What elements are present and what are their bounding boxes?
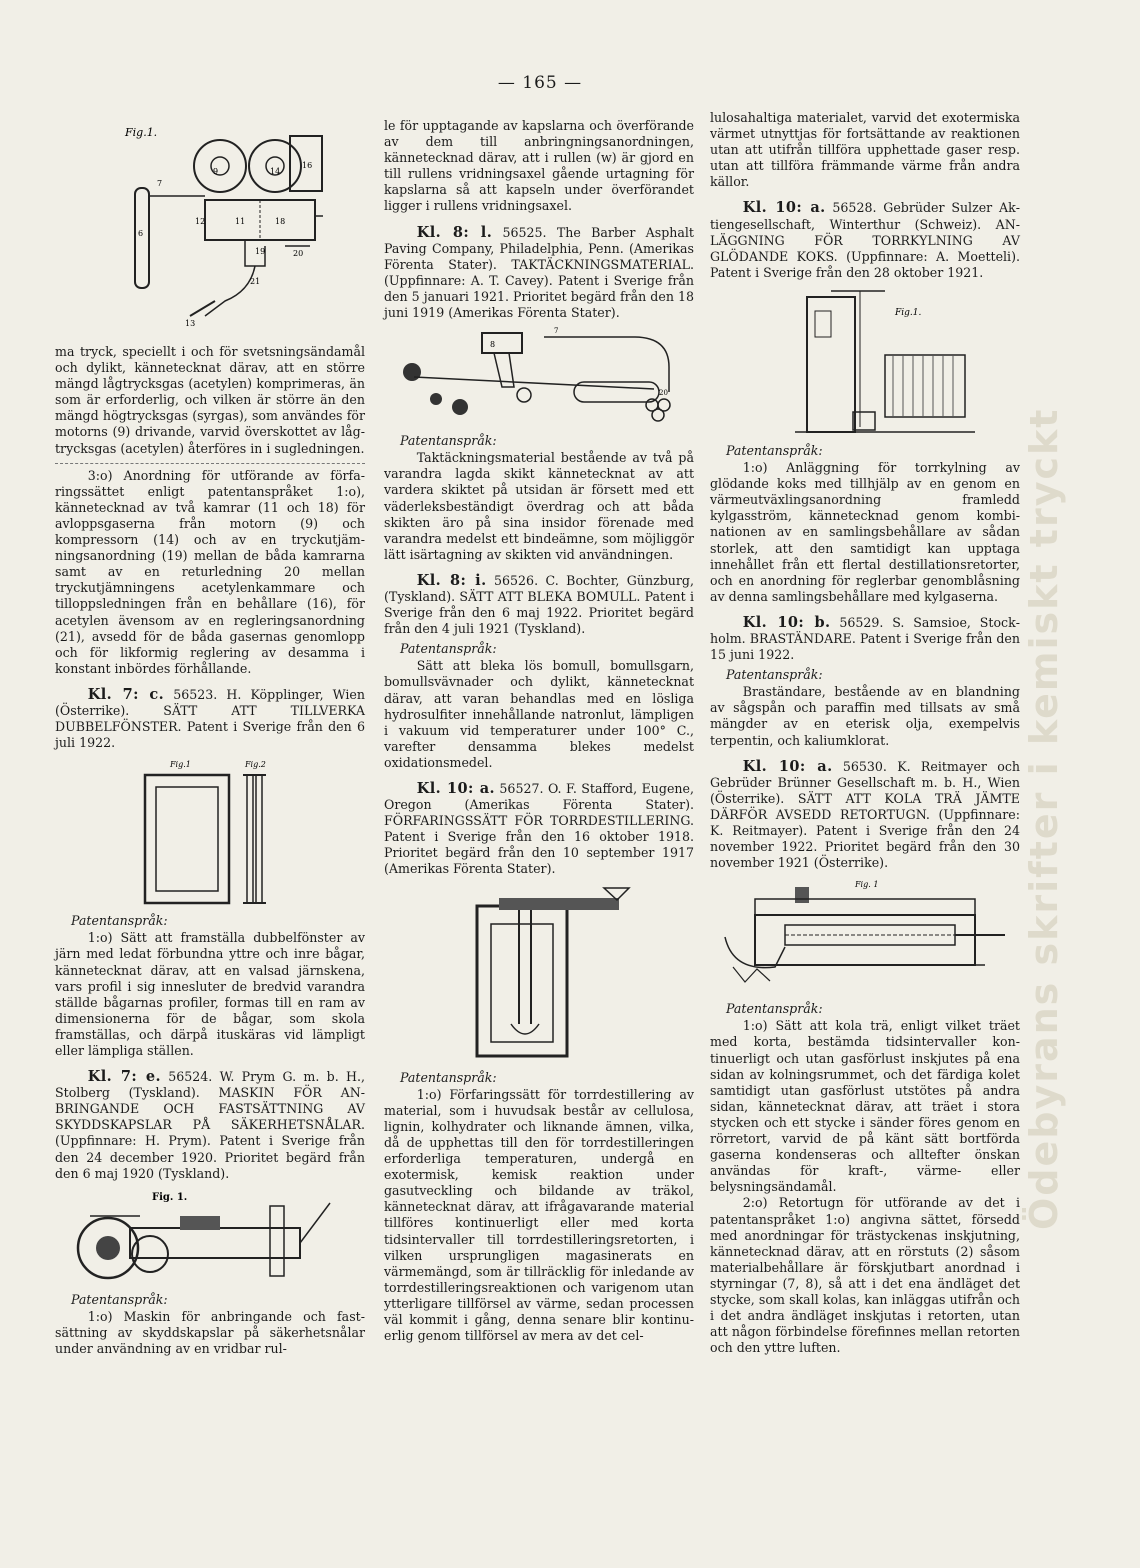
figure-label: Fig.1.: [125, 126, 158, 139]
paragraph: le för upptagande av kapslarna och överförande av dem till anbringningsanordningen, kännetecknad därav, att i rullen (w) är gjord en till rullens vridningsaxel gående urtagning för kapslarna så att kapseln under överförandet ligger i rullens vridningsaxel.: [384, 118, 694, 214]
claim-text: 2:o) Retortugn för utförande av det i patentanspråket 1:o) angivna sättet, försedd med anordningar för trästyckenas inskjutning, kännetecknad därav, att en rörstuts (2) såsom materialbehållare är förskjutbart anordnad i styrningar (7, 8), så att i det ena ändläget det stycke, som skall kolas, kan inläggas utifrån och i det andra ändläget inskjutas i retorten, utan att någon förbindelse förefinnes mellan retorten och den yttre luften.: [710, 1195, 1020, 1356]
page-number: — 165 —: [497, 73, 583, 93]
patent-entry: [710, 615, 1020, 663]
paragraph: 3:o) Anordning för utförande av förfaringssättet enligt patentanspråket 1:o), kännetecknad av två kamrar (11 och 18) för avloppsgaserna från motorn (9) och kompressorn (14) och av en tryckutjämningsanordning (19) mellan de båda kamrarna samt av en returledning 20 mellan tryckutjämningens acetylenkammare och tilloppsledningen från en behållare (16), för acetylen ävensom av en regleringsanordning (21), avsedd för de båda gasernas genomlopp och för likformig reglering av desamma i konstant inbördes förhållande.: [55, 467, 365, 676]
claim-text: 1:o) Sätt att framställa dubbelfönster av järn med ledat förbundna yttre och inre bågar, kännetecknat därav, att en valsad järnskena, vars profil i sig innesluter de bredvid varandra ställde bågarnas profiler, formas till en ram av dimensionerna för de bågar, som skola framställas, och därpå ituskäras vid lämpligt eller lämpliga ställen.: [55, 930, 365, 1058]
claim-heading: Patentanspråk:: [71, 1291, 168, 1307]
claim-heading: Patentanspråk:: [726, 667, 823, 683]
figure-svetsning: [95, 116, 325, 338]
divider: [55, 463, 365, 464]
class-label: Kl. 10: a.: [742, 757, 833, 775]
claim-text: 1:o) Maskin för anbringande och fastsättning av skyddskapslar på säkerhetsnålar under användning av en vridbar rul-: [55, 1308, 365, 1357]
class-label: Kl. 8: i.: [416, 571, 487, 589]
claim-heading: Patentanspråk:: [400, 1069, 497, 1085]
figure-retortugn: [715, 877, 1015, 995]
patent-entry: [710, 200, 1020, 280]
paragraph: ma tryck, speciellt i och för svetsningsändamål och dylikt, kännetecknat därav, att en större mängd lågtrycksgas (acetylen) komprimeras, än som är erforderlig, och vilken är större än den mängd högtrycksgas (syrgas), som användes för motorns (9) drivande, varvid överskottet av lågtrycksgas (acetylen) återföres in i sugledningen.: [55, 344, 365, 456]
patent-entry: [384, 781, 694, 878]
fig-num: 20: [293, 249, 304, 258]
entry-text: 56523. H. Köpplinger, Wien (Österrike). SÄTT ATT TILLVERKA DUBBELFÖNSTER. Patent i Sverige från den 6 juli 1922.: [55, 686, 365, 751]
faded-stamp: Ödebyrans skrifter i kemiskt tryckt: [1022, 407, 1066, 1230]
entry-text: 56528. Gebrüder Sulzer Aktiengesellschaft, Winterthur (Schweiz). ANLÄGGNING FÖR TORRKYLNING AV GLÖDANDE KOKS. (Uppfinnare: A. Moetteli). Patent i Sverige från den 28 oktober 1921.: [710, 200, 1020, 280]
fig-label: Fig.2: [245, 760, 266, 770]
fig-num: 20: [659, 389, 668, 398]
fig-num: 16: [302, 161, 313, 170]
column-1: [55, 110, 365, 1357]
figure-maskin: [70, 1188, 350, 1286]
claim-text: Braständare, bestående av en blandning av sågspån och paraffin med tillsats av små mängder av en eterisk olja, exempelvis terpentin, och kaliumklorat.: [710, 684, 1020, 748]
paragraph: lulosahaltiga materialet, varvid det exotermiska värmet utnyttjas för fortsättande av reaktionen utan att utifrån tillföra upphettade gaser resp. utan att tillföra främmande värme från andra källor.: [710, 110, 1020, 190]
fig-num: 12: [195, 217, 206, 226]
fig-num: 7: [157, 179, 163, 188]
entry-text: 56525. The Barber Asphalt Paving Company, Philadelphia, Penn. (Amerikas Förenta Stater). TAKTÄCKNINGSMATERIAL. (Uppfinnare: A. T. Cavey). Patent i Sverige från den 5 januari 1921. Prioritet begärd från den 18 juni 1919 (Amerikas Förenta Stater).: [384, 224, 694, 321]
fig-num: 9: [213, 167, 219, 176]
fig-num: 18: [275, 217, 286, 226]
fig-num: 11: [235, 217, 246, 226]
entry-text: 56526. C. Bochter, Günzburg, (Tyskland). SÄTT ATT BLEKA BOMULL. Patent i Sverige från den 6 maj 1922. Prioritet begärd från den 4 juli 1921 (Tyskland).: [384, 572, 694, 637]
class-label: Kl. 7: c.: [87, 685, 165, 703]
figure-dubbelfonster: [110, 757, 310, 907]
claim-heading: Patentanspråk:: [726, 442, 823, 458]
claim-heading: Patentanspråk:: [726, 1001, 823, 1017]
claim-text: 1:o) Sätt att kola trä, enligt vilket träet med korta, bestämda tidsintervaller kontinuerligt och utan gasförlust inskjutes på ena sidan av kolningsrummet, och det färdiga kolet samtidigt utan gasförlust utstötes på andra sidan, kännetecknat därav, att träet i stora stycken och ett stycke i sänder föres genom en rörretort, varvid de på känt sätt bortförda gaserna kondenseras och alltefter önskan användas för kraft-, värme- eller belysningsändamål.: [710, 1018, 1020, 1195]
class-label: Kl. 10: a.: [416, 780, 495, 797]
fig-label: Fig.1.: [895, 307, 922, 318]
column-2: [384, 118, 694, 1344]
class-label: Kl. 10: b.: [742, 613, 831, 631]
claim-text: Taktäckningsmaterial bestående av två på varandra lagda skikt kännetecknat av att vardera skiktet på utsidan är försett med ett väderleksbeständigt överdrag och att båda skikten äro på sina insidor förenade med varandra medelst ett bindeämne, som möjliggör lätt isärtagning av skikten vid användningen.: [384, 450, 694, 562]
claim-heading: Patentanspråk:: [71, 913, 168, 929]
fig-num: 6: [138, 229, 144, 238]
fig-num: 13: [185, 319, 196, 328]
class-label: Kl. 10: a.: [742, 199, 826, 217]
figure-retort: [439, 884, 639, 1064]
entry-text: 56530. K. Reitmayer och Gebrüder Brünner Gesellschaft m. b. H., Wien (Österrike). SÄTT ATT KOLA TRÄ JÄMTE DÄRFÖR AVSEDD RETORTUGN. (Uppfinnare: K. Reitmayer). Patent i Sverige från den 24 november 1922. Prioritet begärd från den 30 november 1921 (Österrike).: [710, 758, 1020, 871]
claim-heading: Patentanspråk:: [400, 433, 497, 449]
fig-num: 8: [490, 340, 496, 350]
figure-taktackning: [394, 327, 684, 427]
fig-label: Fig. 1.: [152, 1191, 188, 1203]
fig-label: Fig. 1: [855, 880, 879, 890]
fig-label: Fig.1: [170, 760, 191, 770]
claim-heading: Patentanspråk:: [400, 641, 497, 657]
claim-text: 1:o) Förfaringssätt för torrdestillering av material, som i huvudsak består av cellulosa, lignin, kolhydrater och liknande ämnen, vilka, då de upphettas till den för torrdestilleringen erforderliga temperaturen, undergå en exotermisk, kemisk reaktion under gasutveckling och bildande av träkol, kännetecknat därav, att ifrågavarande material tillföres kontinuerligt eller med korta tidsintervaller till torrdestilleringsretorten, i vilken ursprungligen magasinerats en värmemängd, som är tillräcklig för inledande av torrdestilleringsreaktionen och varigenom utan ytterligare tillförsel av värme, sedan processen väl kommit i gång, denna senare blir kontinuerlig genom tillförsel av mera av det cel-: [384, 1086, 694, 1344]
entry-text: 56524. W. Prym G. m. b. H., Stolberg (Tyskland). MASKIN FÖR ANBRINGANDE OCH FASTSÄTTNING AV SKYDDSKAPSLAR PÅ SÄKERHETSNÅLAR. (Uppfinnare: H. Prym). Patent i Sverige från den 24 december 1920. Prioritet begärd från den 6 maj 1920 (Tyskland).: [55, 1069, 365, 1181]
patent-entry: [710, 759, 1020, 872]
patent-entry: [384, 225, 694, 322]
fig-num: 7: [554, 327, 559, 336]
column-3: [710, 110, 1020, 1356]
fig-num: 19: [255, 247, 266, 256]
class-label: Kl. 8: l.: [416, 223, 493, 241]
entry-text: 56527. O. F. Stafford, Eugene, Oregon (Amerikas Förenta Stater). FÖRFARINGSSÄTT FÖR TORRDESTILLERING. Patent i Sverige från den 16 oktober 1918. Prioritet begärd från den 10 september 1917 (Amerikas Förenta Stater).: [384, 781, 694, 877]
entry-text: 56529. S. Samsioe, Stockholm. BRASTÄNDARE. Patent i Sverige från den 15 juni 1922.: [710, 614, 1020, 663]
claim-text: 1:o) Anläggning för torrkylning av glödande koks med tillhjälp av en genom en värmeutväxlingsanordning framledd kylgasström, kännetecknad genom kombinationen av en samlingsbehållare av sådan storlek, att den samtidigt kan upptaga innehållet från ett flertal destillationsretorter, och en anordning för reglerbar genomblåsning av denna samlingsbehållare med kylgaserna.: [710, 460, 1020, 604]
class-label: Kl. 7: e.: [87, 1068, 161, 1086]
fig-num: 21: [250, 277, 261, 286]
figure-torrkylning: [735, 287, 995, 437]
patent-entry: [55, 1069, 365, 1182]
patent-entry: [55, 687, 365, 751]
fig-num: 14: [270, 167, 281, 176]
claim-text: Sätt att bleka lös bomull, bomullsgarn, bomullsvävnader och dylikt, kännetecknat därav, att varan behandlas med en lösliga hydrosulfiter innehållande natronlut, lämpligen i vakuum vid temperaturer under 100° C., varefter densamma blekes medelst oxidationsmedel.: [384, 658, 694, 770]
patent-entry: [384, 573, 694, 637]
